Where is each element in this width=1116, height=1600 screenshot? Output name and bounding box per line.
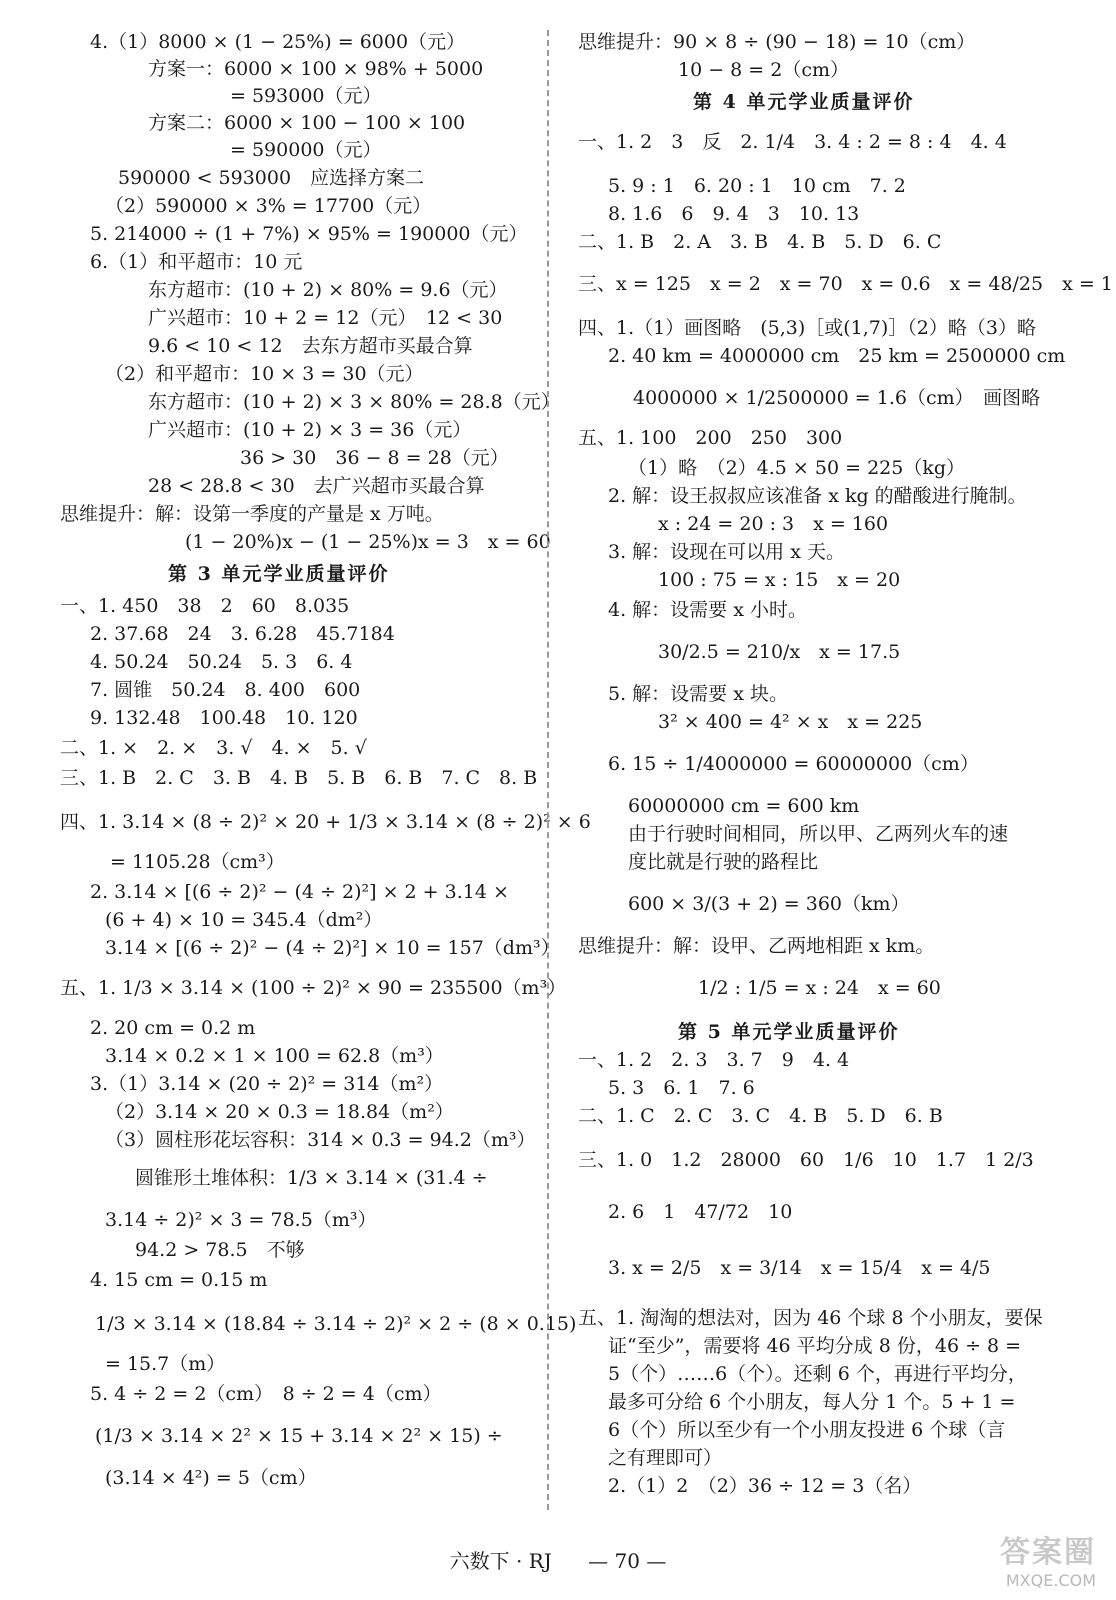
answer-line: 最多可分给 6 个小朋友，每人分 1 个。5 + 1 = <box>608 1391 1016 1413</box>
answer-line: 四、1. 3.14 × (8 ÷ 2)² × 20 + 1/3 × 3.14 × (8 ÷ 2)² × 6 <box>60 811 591 833</box>
answer-line: 590000 < 593000 应选择方案二 <box>118 167 425 189</box>
answer-line: 三、1. B 2. C 3. B 4. B 5. B 6. B 7. C 8. B <box>60 767 538 789</box>
watermark <box>1000 1527 1096 1590</box>
answer-line: 5. 214000 ÷ (1 + 7%) × 95% = 190000（元） <box>90 223 528 245</box>
answer-line: 5. 4 ÷ 2 = 2（cm） 8 ÷ 2 = 4（cm） <box>90 1383 442 1405</box>
answer-line: 7. 圆锥 50.24 8. 400 600 <box>90 679 361 701</box>
answer-line: = 1105.28（cm³） <box>110 851 285 873</box>
answer-line: 2. 37.68 24 3. 6.28 45.7184 <box>90 623 395 645</box>
section-heading: 第 4 单元学业质量评价 <box>693 91 915 113</box>
answer-line: （2）和平超市：10 × 3 = 30（元） <box>105 363 424 385</box>
column-divider <box>547 30 549 1510</box>
answer-line: （1）略 （2）4.5 × 50 = 225（kg） <box>628 457 966 479</box>
answer-line: 三、1. 0 1.2 28000 60 1/6 10 1.7 1 2/3 <box>578 1149 1034 1171</box>
answer-line: 6. 15 ÷ 1/4000000 = 60000000（cm） <box>608 753 979 775</box>
answer-line: = 15.7（m） <box>105 1353 226 1375</box>
answer-line: 5. 3 6. 1 7. 6 <box>608 1077 755 1099</box>
answer-line: (3.14 × 4²) = 5（cm） <box>105 1467 317 1489</box>
answer-line: 二、1. C 2. C 3. C 4. B 5. D 6. B <box>578 1105 943 1127</box>
answer-line: 2. 40 km = 4000000 cm 25 km = 2500000 cm <box>608 345 1066 367</box>
answer-line: 2. 20 cm = 0.2 m <box>90 1017 256 1039</box>
answer-line: 3. 解：设现在可以用 x 天。 <box>608 541 845 563</box>
answer-line: 28 < 28.8 < 30 去广兴超市买最合算 <box>148 475 485 497</box>
answer-line: 9. 132.48 100.48 10. 120 <box>90 707 358 729</box>
answer-line: 4. 50.24 50.24 5. 3 6. 4 <box>90 651 353 673</box>
answer-line: 5. 9 : 1 6. 20 : 1 10 cm 7. 2 <box>608 175 906 197</box>
answer-line: 四、1.（1）画图略 (5,3)［或(1,7)］（2）略（3）略 <box>578 317 1036 339</box>
right-column <box>558 0 1113 1560</box>
section-heading: 第 5 单元学业质量评价 <box>678 1021 900 1043</box>
answer-line: 4. 15 cm = 0.15 m <box>90 1269 268 1291</box>
answer-line: 6.（1）和平超市：10 元 <box>90 251 303 273</box>
answer-line: （2）3.14 × 20 × 0.3 = 18.84（m²） <box>105 1101 454 1123</box>
answer-line: 度比就是行驶的路程比 <box>628 851 819 873</box>
answer-line: = 590000（元） <box>230 139 382 161</box>
answer-line: 4. 解：设需要 x 小时。 <box>608 599 807 621</box>
answer-line: 8. 1.6 6 9. 4 3 10. 13 <box>608 203 860 225</box>
answer-line: 之有理即可） <box>608 1447 723 1469</box>
answer-line: 5. 解：设需要 x 块。 <box>608 683 788 705</box>
answer-line: 10 − 8 = 2（cm） <box>678 59 850 81</box>
answer-line: （2）590000 × 3% = 17700（元） <box>105 195 432 217</box>
answer-line: (1 − 20%)x − (1 − 25%)x = 3 x = 60 <box>185 531 551 553</box>
answer-line: = 593000（元） <box>230 85 382 107</box>
answer-line: 三、x = 125 x = 2 x = 70 x = 0.6 x = 48/25 x = 1 <box>578 273 1113 295</box>
answer-line: 五、1. 100 200 250 300 <box>578 427 843 449</box>
answer-line: 方案二：6000 × 100 − 100 × 100 <box>148 112 466 134</box>
answer-line: 东方超市：(10 + 2) × 80% = 9.6（元） <box>148 279 508 301</box>
answer-line: 1/3 × 3.14 × (18.84 ÷ 3.14 ÷ 2)² × 2 ÷ (8 × 0.15) <box>95 1313 577 1335</box>
answer-line: 2. 解：设王叔叔应该准备 x kg 的醋酸进行腌制。 <box>608 485 1027 507</box>
answer-line: 五、1. 1/3 × 3.14 × (100 ÷ 2)² × 90 = 235500（m³） <box>60 977 567 999</box>
answer-line: 30/2.5 = 210/x x = 17.5 <box>658 641 901 663</box>
answer-line: 二、1. × 2. × 3. √ 4. × 5. √ <box>60 737 367 759</box>
answer-line: 6（个）所以至少有一个小朋友投进 6 个球（言 <box>608 1419 1006 1441</box>
answer-line: 3.14 ÷ 2)² × 3 = 78.5（m³） <box>105 1209 377 1231</box>
answer-line: 4.（1）8000 × (1 − 25%) = 6000（元） <box>90 31 466 53</box>
answer-line: 100 : 75 = x : 15 x = 20 <box>658 569 901 591</box>
answer-line: 二、1. B 2. A 3. B 4. B 5. D 6. C <box>578 231 942 253</box>
section-heading: 第 3 单元学业质量评价 <box>168 563 390 585</box>
answer-line: 9.6 < 10 < 12 去东方超市买最合算 <box>148 335 473 357</box>
page-footer <box>0 1545 1116 1574</box>
answer-line: 一、1. 2 3 反 2. 1/4 3. 4 : 2 = 8 : 4 4. 4 <box>578 131 1007 153</box>
answer-line: x : 24 = 20 : 3 x = 160 <box>658 513 889 535</box>
footer-subject: 六数下 · RJ <box>449 1549 552 1573</box>
answer-line: 广兴超市：(10 + 2) × 3 = 36（元） <box>148 419 472 441</box>
answer-line: 3.（1）3.14 × (20 ÷ 2)² = 314（m²） <box>90 1073 444 1095</box>
answer-line: 3. x = 2/5 x = 3/14 x = 15/4 x = 4/5 <box>608 1257 991 1279</box>
answer-line: 一、1. 450 38 2 60 8.035 <box>60 595 350 617</box>
answer-line: 由于行驶时间相同，所以甲、乙两列火车的速 <box>628 823 1009 845</box>
answer-line: 一、1. 2 2. 3 3. 7 9 4. 4 <box>578 1049 850 1071</box>
answer-line: 东方超市：(10 + 2) × 3 × 80% = 28.8（元） <box>148 391 560 413</box>
answer-line: 3.14 × [(6 ÷ 2)² − (4 ÷ 2)²] × 10 = 157（dm³） <box>105 937 560 959</box>
watermark-logo: 答案圈 <box>1000 1535 1096 1570</box>
answer-line: 3² × 400 = 4² × x x = 225 <box>658 711 923 733</box>
answer-line: (1/3 × 3.14 × 2² × 15 + 3.14 × 2² × 15) ÷ <box>95 1425 503 1447</box>
answer-line: 3.14 × 0.2 × 1 × 100 = 62.8（m³） <box>105 1045 444 1067</box>
answer-line: 思维提升：解：设第一季度的产量是 x 万吨。 <box>60 503 444 525</box>
answer-line: 60000000 cm = 600 km <box>628 795 860 817</box>
answer-line: 94.2 > 78.5 不够 <box>135 1239 305 1261</box>
answer-line: （3）圆柱形花坛容积：314 × 0.3 = 94.2（m³） <box>105 1129 536 1151</box>
answer-line: (6 + 4) × 10 = 345.4（dm²） <box>105 909 383 931</box>
answer-line: 5（个）……6（个）。还剩 6 个，再进行平均分， <box>608 1363 1027 1385</box>
answer-line: 思维提升：90 × 8 ÷ (90 − 18) = 10（cm） <box>578 31 976 53</box>
answer-line: 2. 6 1 47/72 10 <box>608 1201 793 1223</box>
answer-line: 600 × 3/(3 + 2) = 360（km） <box>628 893 910 915</box>
answer-line: 广兴超市：10 + 2 = 12（元） 12 < 30 <box>148 307 503 329</box>
answer-line: 方案一：6000 × 100 × 98% + 5000 <box>148 58 484 80</box>
watermark-url: MXQE.COM <box>1005 1571 1096 1590</box>
answer-line: 2.（1）2 （2）36 ÷ 12 = 3（名） <box>608 1475 922 1497</box>
answer-line: 36 > 30 36 − 8 = 28（元） <box>240 447 509 469</box>
answer-line: 1/2 : 1/5 = x : 24 x = 60 <box>698 977 941 999</box>
answer-line: 证“至少”，需要将 46 平均分成 8 份，46 ÷ 8 = <box>608 1335 1022 1357</box>
footer-page-number: — 70 — <box>588 1549 667 1573</box>
answer-line: 五、1. 淘淘的想法对，因为 46 个球 8 个小朋友，要保 <box>578 1307 1043 1329</box>
answer-line: 2. 3.14 × [(6 ÷ 2)² − (4 ÷ 2)²] × 2 + 3.14 × <box>90 881 509 903</box>
answer-line: 圆锥形土堆体积：1/3 × 3.14 × (31.4 ÷ <box>135 1167 488 1189</box>
answer-line: 4000000 × 1/2500000 = 1.6（cm） 画图略 <box>633 387 1041 409</box>
answer-line: 思维提升：解：设甲、乙两地相距 x km。 <box>578 935 935 957</box>
